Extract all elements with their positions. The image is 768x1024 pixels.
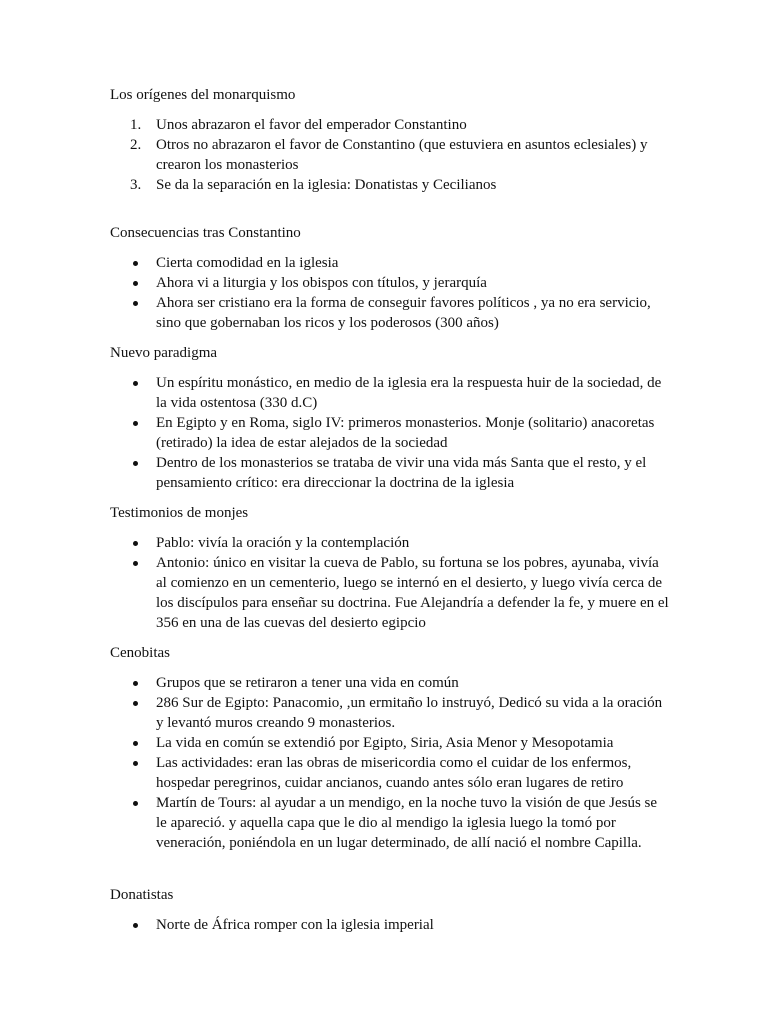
list-item-text: En Egipto y en Roma, siglo IV: primeros monasterios. Monje (solitario) anacoretas (retirado) la idea de estar alejados de la sociedad [156, 415, 655, 451]
list-number: 3. [130, 177, 142, 193]
list-item-text: Cierta comodidad en la iglesia [156, 255, 339, 271]
list-item-text: Se da la separación en la iglesia: Donatistas y Cecilianos [156, 177, 497, 193]
list-item-text: Pablo: vivía la oración y la contemplación [156, 535, 410, 551]
list-item-text: Grupos que se retiraron a tener una vida en común [156, 675, 459, 691]
list-item [110, 693, 670, 733]
bullet-icon [133, 761, 138, 766]
section-heading-nuevo-paradigma: Nuevo paradigma [110, 345, 218, 361]
list-item [110, 253, 670, 273]
bullet-icon [133, 741, 138, 746]
list-number: 1. [130, 117, 142, 133]
bullet-icon [133, 281, 138, 286]
bullet-icon [133, 261, 138, 266]
section-heading-donatistas: Donatistas [110, 887, 174, 903]
section-heading-consecuencias: Consecuencias tras Constantino [110, 225, 301, 241]
list-item [110, 733, 670, 753]
list-number: 2. [130, 137, 142, 153]
list-item-text: 286 Sur de Egipto: Panacomio, ,un ermitaño lo instruyó, Dedicó su vida a la oración y levantó muros creando 9 monasterios. [156, 695, 663, 731]
list-item [110, 115, 670, 135]
list-item-text: Las actividades: eran las obras de misericordia como el cuidar de los enfermos, hospedar peregrinos, cuidar ancianos, cuando antes sólo eran lugares de retiro [156, 755, 632, 791]
list-item [110, 453, 670, 493]
bullet-icon [133, 461, 138, 466]
list-item [110, 673, 670, 693]
list-item [110, 135, 670, 175]
list-item-text: Un espíritu monástico, en medio de la iglesia era la respuesta huir de la sociedad, de la vida ostentosa (330 d.C) [156, 375, 662, 411]
bullet-icon [133, 701, 138, 706]
document-page [110, 85, 670, 935]
list-item-text: Norte de África romper con la iglesia imperial [156, 917, 434, 933]
list-item [110, 753, 670, 793]
list-item-text: Dentro de los monasterios se trataba de vivir una vida más Santa que el resto, y el pensamiento crítico: era direccionar la doctrina de la iglesia [156, 455, 647, 491]
list-item [110, 915, 670, 935]
list-item-text: Unos abrazaron el favor del emperador Constantino [156, 117, 467, 133]
bullet-icon [133, 381, 138, 386]
bullet-list-testimonios [110, 533, 670, 633]
list-item-text: La vida en común se extendió por Egipto, Siria, Asia Menor y Mesopotamia [156, 735, 614, 751]
bullet-list-donatistas [110, 915, 670, 935]
list-item-text: Ahora ser cristiano era la forma de conseguir favores políticos , ya no era servicio, sino que gobernaban los ricos y los poderosos (300 años) [156, 295, 651, 331]
list-item [110, 553, 670, 633]
list-item [110, 175, 670, 195]
list-item-text: Martín de Tours: al ayudar a un mendigo, en la noche tuvo la visión de que Jesús se le apareció. y aquella capa que le dio al mendigo la iglesia luego la tomó por veneración, poniéndola en un lugar determinado, de allí nació el nombre Capilla. [156, 795, 658, 851]
bullet-icon [133, 421, 138, 426]
bullet-list-consecuencias [110, 253, 670, 333]
list-item-text: Ahora vi a liturgia y los obispos con títulos, y jerarquía [156, 275, 487, 291]
list-item [110, 793, 670, 853]
section-heading-origenes: Los orígenes del monarquismo [110, 87, 296, 103]
bullet-list-nuevo-paradigma [110, 373, 670, 493]
bullet-icon [133, 923, 138, 928]
bullet-list-cenobitas [110, 673, 670, 853]
bullet-icon [133, 561, 138, 566]
section-heading-testimonios: Testimonios de monjes [110, 505, 249, 521]
list-item [110, 413, 670, 453]
bullet-icon [133, 681, 138, 686]
section-heading-cenobitas: Cenobitas [110, 645, 170, 661]
list-item [110, 533, 670, 553]
ordered-list-origenes [110, 115, 670, 195]
bullet-icon [133, 301, 138, 306]
bullet-icon [133, 801, 138, 806]
list-item-text: Otros no abrazaron el favor de Constantino (que estuviera en asuntos eclesiales) y crearon los monasterios [156, 137, 648, 173]
list-item [110, 273, 670, 293]
list-item [110, 373, 670, 413]
list-item-text: Antonio: único en visitar la cueva de Pablo, su fortuna se los pobres, ayunaba, vivía al comienzo en un cementerio, luego se internó en el desierto, y luego vivía cerca de los discípulos para enseñar su doctrina. Fue Alejandría a defender la fe, y muere en el 356 en una de las cuevas del desierto egipcio [156, 555, 669, 631]
bullet-icon [133, 541, 138, 546]
list-item [110, 293, 670, 333]
